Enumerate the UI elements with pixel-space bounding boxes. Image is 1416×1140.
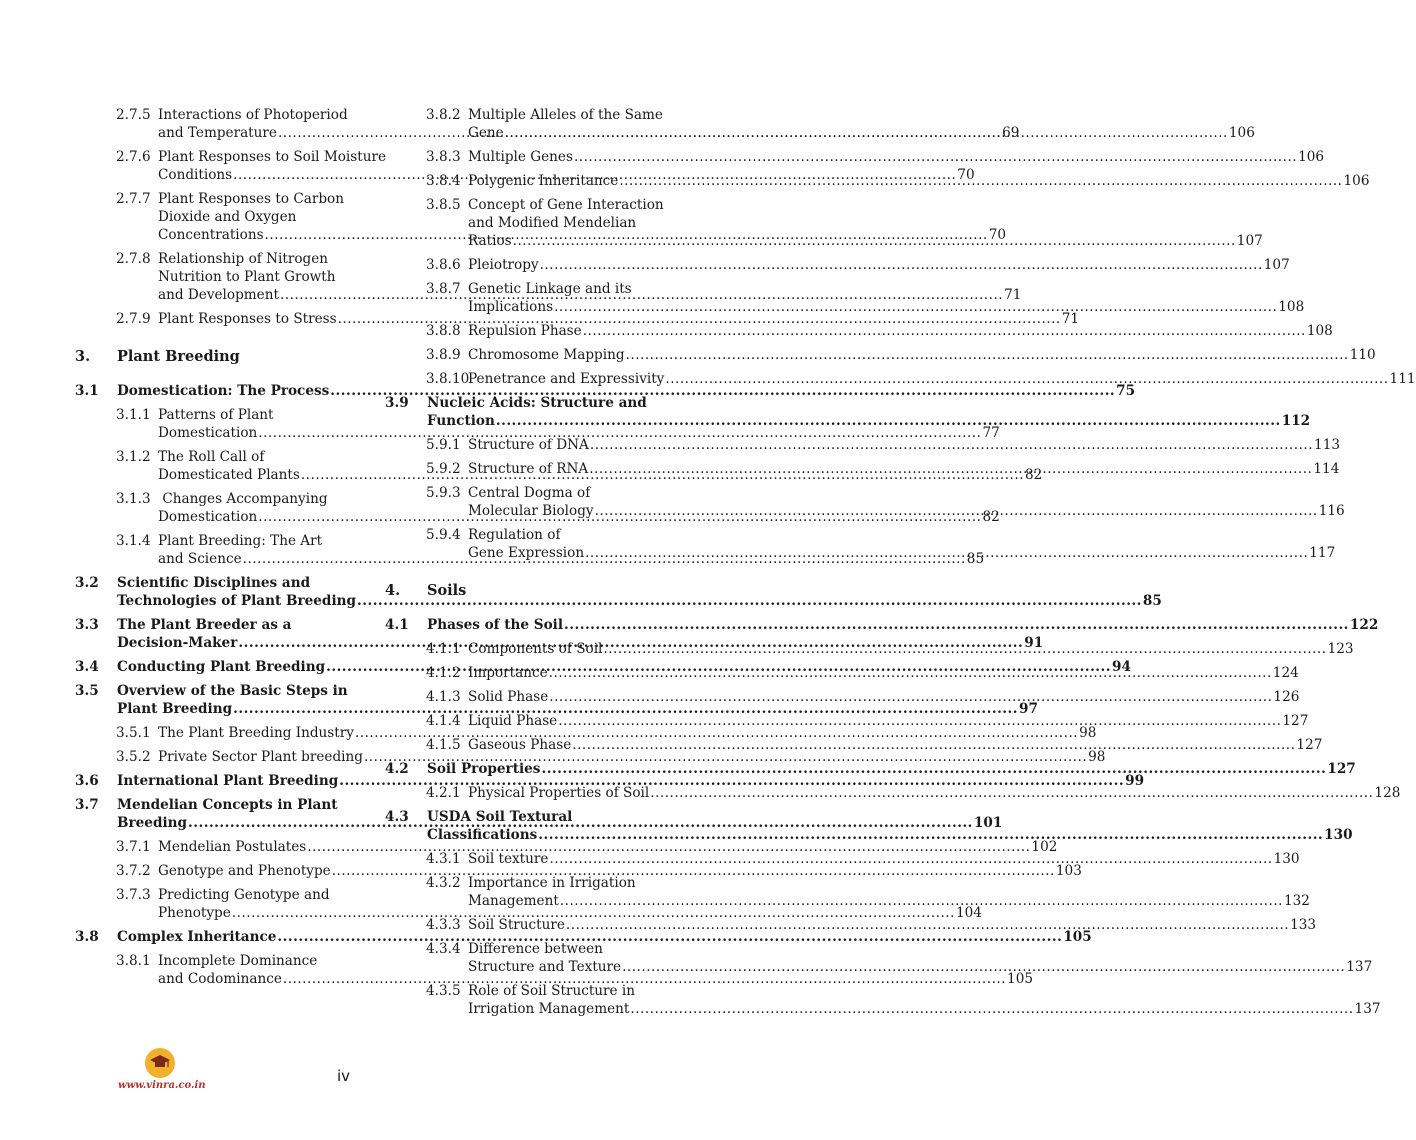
dot-leader (549, 688, 1272, 706)
toc-page-number: 106 (1298, 149, 1325, 165)
toc-entry-title: Gene (468, 125, 504, 141)
toc-entry-title: and Development (158, 287, 279, 303)
toc-entry[interactable] (426, 436, 1340, 454)
toc-entry-title: Mendelian Postulates (158, 839, 307, 855)
toc-entry-title: Genetic Linkage and its (468, 281, 632, 297)
toc-page-number: 105 (1007, 971, 1033, 987)
toc-entry-title: Scientific Disciplines and (117, 575, 311, 591)
toc-entry-number: 3.3 (75, 617, 99, 633)
toc-entry-title: Nucleic Acids: Structure and (427, 395, 647, 411)
toc-entry-title: Solid Phase (468, 689, 549, 705)
toc-entry[interactable] (75, 772, 1145, 790)
toc-entry-number: 4.1.2 (426, 665, 461, 681)
toc-entry-title: and Modified Mendelian (468, 215, 637, 231)
toc-page-number: 94 (1112, 659, 1131, 675)
dot-leader (622, 958, 1345, 976)
toc-entry-number: 3.4 (75, 659, 99, 675)
toc-entry-number: 5.9.1 (426, 437, 461, 453)
toc-entry-title: Concept of Gene Interaction (468, 197, 664, 213)
toc-entry-title: Gaseous Phase (468, 737, 572, 753)
dot-leader (590, 436, 1313, 454)
dot-leader (549, 664, 1272, 682)
toc-entry-title: Overview of the Basic Steps in (117, 683, 348, 699)
toc-entry[interactable] (426, 874, 1310, 910)
toc-page-number: 130 (1273, 851, 1300, 867)
toc-page-number: 85 (966, 551, 985, 567)
toc-entry[interactable] (385, 616, 1379, 634)
toc-entry-title: The Roll Call of (158, 449, 265, 465)
toc-page-number: 75 (1116, 383, 1136, 399)
toc-entry-title: Decision-Maker (117, 635, 238, 651)
toc-entry-number: 4.1.4 (426, 713, 461, 729)
toc-entry-title: and Codominance (158, 971, 282, 987)
toc-entry-title: and Temperature (158, 125, 277, 141)
toc-page-number: 70 (988, 227, 1007, 243)
toc-entry-title: Dioxide and Oxygen (158, 209, 297, 225)
toc-page-number: 107 (1236, 233, 1263, 249)
dot-leader (665, 370, 1388, 388)
toc-entry-title: Plant Responses to Carbon (158, 191, 344, 207)
toc-page-number: 101 (973, 815, 1003, 831)
toc-entry-title: Genotype and Phenotype (158, 863, 331, 879)
toc-entry-number: 3.1.3 (116, 491, 151, 507)
toc-page-number: 85 (1142, 593, 1162, 609)
toc-entry-title: and Science (158, 551, 242, 567)
toc-entry-number: 5.9.3 (426, 485, 461, 501)
toc-page-number: 107 (1263, 257, 1290, 273)
toc-entry[interactable] (426, 370, 1416, 388)
toc-entry[interactable] (426, 346, 1376, 364)
dot-leader (554, 298, 1277, 316)
toc-entry[interactable] (116, 748, 1106, 766)
dot-leader (572, 736, 1295, 754)
toc-page-number: 116 (1318, 503, 1345, 519)
toc-page-number: 71 (1004, 287, 1022, 303)
toc-entry-number: 3.6 (75, 773, 99, 789)
toc-entry-number: 4.1.1 (426, 641, 461, 657)
toc-entry-number: 4.3.1 (426, 851, 461, 867)
toc-entry-title: Interactions of Photoperiod (158, 107, 348, 123)
toc-entry[interactable] (116, 310, 1080, 328)
dot-leader (496, 412, 1281, 430)
toc-entry-title: Structure and Texture (468, 959, 622, 975)
toc-page-number: 114 (1313, 461, 1340, 477)
toc-entry-title: Conditions (158, 167, 233, 183)
toc-page-number: 82 (982, 509, 1000, 525)
toc-entry-number: 3.8.9 (426, 347, 461, 363)
toc-page-number: 91 (1024, 635, 1044, 651)
toc-entry-number: 3.8.5 (426, 197, 461, 213)
toc-entry[interactable] (385, 394, 1311, 430)
dot-leader (626, 346, 1349, 364)
toc-entry-title: Role of Soil Structure in (468, 983, 636, 999)
dot-leader (619, 172, 1342, 190)
toc-entry-title: Molecular Biology (468, 503, 594, 519)
toc-entry[interactable] (75, 382, 1136, 400)
dot-leader (540, 256, 1263, 274)
toc-entry[interactable] (116, 862, 1082, 880)
toc-entry-number: 4.3.4 (426, 941, 461, 957)
dot-leader (549, 850, 1272, 868)
toc-entry-title: Irrigation Management (468, 1001, 630, 1017)
toc-entry-title: Breeding (117, 815, 188, 831)
toc-page-number: 70 (957, 167, 975, 183)
toc-page-number: 106 (1343, 173, 1370, 189)
dot-leader (513, 232, 1236, 250)
toc-entry-title: Soil Properties (427, 761, 541, 777)
toc-entry-title: Plant Breeding: The Art (158, 533, 323, 549)
toc-entry-title: Chromosome Mapping (468, 347, 625, 363)
toc-page-number: 106 (1228, 125, 1255, 141)
toc-entry[interactable] (426, 322, 1333, 340)
toc-entry[interactable] (116, 838, 1058, 856)
toc-entry-number: 4.3.2 (426, 875, 461, 891)
toc-entry-title: Soil Structure (468, 917, 565, 933)
toc-page-number: 98 (1079, 725, 1097, 741)
toc-page-number: 110 (1349, 347, 1376, 363)
toc-page-number: 108 (1306, 323, 1333, 339)
toc-entry-title: Domestication (158, 509, 258, 525)
toc-entry-number: 5.9.4 (426, 527, 461, 543)
toc-page-number: 137 (1354, 1001, 1381, 1017)
toc-entry-title: Changes Accompanying (158, 491, 328, 507)
toc-entry-title: Polygenic Inheritance (468, 173, 619, 189)
toc-entry-title: Concentrations (158, 227, 264, 243)
toc-entry-number: 3.5.2 (116, 749, 151, 765)
toc-page-number: 97 (1019, 701, 1038, 717)
toc-entry[interactable] (75, 928, 1092, 946)
toc-entry-number: 3.8.7 (426, 281, 461, 297)
toc-entry-title: Structure of DNA (468, 437, 589, 453)
toc-entry-title: Penetrance and Expressivity (468, 371, 665, 387)
toc-entry-title: Domesticated Plants (158, 467, 300, 483)
toc-entry-title: The Plant Breeder as a (117, 617, 292, 633)
toc-page-number: 117 (1309, 545, 1336, 561)
toc-entry-number: 3.7 (75, 797, 99, 813)
toc-entry-title: Components of Soil (468, 641, 603, 657)
toc-entry-number: 4.2.1 (426, 785, 461, 801)
toc-entry-title: Domestication (158, 425, 258, 441)
toc-entry-title: Phenotype (158, 905, 231, 921)
toc-entry[interactable] (385, 760, 1356, 778)
dot-leader (538, 826, 1323, 844)
toc-page-number: 124 (1272, 665, 1299, 681)
dot-leader (541, 760, 1326, 778)
toc-entry-number: 4.3.5 (426, 983, 461, 999)
toc-entry-title: Complex Inheritance (117, 929, 277, 945)
toc-entry-title: Phases of the Soil (427, 617, 564, 633)
toc-entry-title: Management (468, 893, 559, 909)
toc-page-number: 127 (1327, 761, 1356, 777)
toc-entry-number: 3.2 (75, 575, 99, 591)
chapter-number: 4. (385, 582, 401, 599)
dot-leader (589, 460, 1312, 478)
toc-entry-title: Pleiotropy (468, 257, 539, 273)
toc-entry-number: 3.1.4 (116, 533, 151, 549)
toc-entry-number: 3.8.6 (426, 257, 461, 273)
toc-entry-title: Gene Expression (468, 545, 585, 561)
toc-entry-title: Liquid Phase (468, 713, 558, 729)
toc-page-number: 112 (1281, 413, 1311, 429)
toc-entry-title: Patterns of Plant (158, 407, 274, 423)
toc-entry[interactable] (426, 940, 1373, 976)
publisher-url[interactable]: www.vinra.co.in (118, 1080, 206, 1091)
toc-entry-number: 3.8.3 (426, 149, 461, 165)
dot-leader (630, 1000, 1353, 1018)
toc-entry-number: 4.3 (385, 809, 409, 825)
toc-entry-number: 3.1.2 (116, 449, 151, 465)
chapter-title[interactable]: Plant Breeding (117, 348, 240, 365)
dot-leader (564, 616, 1349, 634)
toc-entry-number: 4.1 (385, 617, 409, 633)
toc-entry-title: Function (427, 413, 495, 429)
toc-entry-title: USDA Soil Textural (427, 809, 573, 825)
page-number: iv (337, 1067, 351, 1085)
toc-entry-title: Plant Breeding (117, 701, 233, 717)
toc-entry-number: 2.7.6 (116, 149, 151, 165)
toc-page-number: 104 (955, 905, 982, 921)
toc-entry-title: Plant Responses to Soil Moisture (158, 149, 387, 165)
dot-leader (583, 322, 1306, 340)
toc-entry-title: Incomplete Dominance (158, 953, 318, 969)
toc-page-number: 127 (1282, 713, 1309, 729)
toc-page-number: 132 (1283, 893, 1310, 909)
toc-entry[interactable] (426, 784, 1401, 802)
toc-entry-title: Classifications (427, 827, 538, 843)
toc-page-number: 128 (1374, 785, 1401, 801)
toc-page-number: 98 (1088, 749, 1106, 765)
toc-entry-title: Repulsion Phase (468, 323, 582, 339)
dot-leader (566, 916, 1289, 934)
toc-entry[interactable] (116, 724, 1097, 742)
publisher-logo-icon (145, 1048, 175, 1078)
toc-entry-title: Multiple Alleles of the Same (468, 107, 663, 123)
toc-entry[interactable] (426, 712, 1309, 730)
toc-entry-number: 3.1 (75, 383, 99, 399)
toc-page-number: 71 (1061, 311, 1080, 327)
toc-page-number: 77 (982, 425, 1000, 441)
toc-entry-title: Difference between (468, 941, 603, 957)
toc-entry-number: 3.8 (75, 929, 99, 945)
toc-page-number: 133 (1290, 917, 1317, 933)
toc-entry[interactable] (426, 916, 1317, 934)
toc-page-number: 130 (1324, 827, 1353, 843)
toc-entry-title: International Plant Breeding (117, 773, 339, 789)
toc-entry-number: 3.5.1 (116, 725, 151, 741)
dot-leader (560, 892, 1283, 910)
toc-entry-number: 4.1.3 (426, 689, 461, 705)
toc-entry-number: 3.8.4 (426, 173, 461, 189)
toc-page-number: 69 (1002, 125, 1020, 141)
toc-entry-number: 5.9.2 (426, 461, 461, 477)
toc-page-number: 122 (1349, 617, 1379, 633)
toc-entry-title: Nutrition to Plant Growth (158, 269, 336, 285)
toc-entry-number: 3.9 (385, 395, 409, 411)
toc-page-number: 113 (1314, 437, 1340, 453)
toc-entry-number: 3.7.1 (116, 839, 151, 855)
toc-page-number: 111 (1389, 371, 1416, 387)
toc-entry-title: Predicting Genotype and (158, 887, 330, 903)
toc-entry-number: 3.7.2 (116, 863, 151, 879)
dot-leader (595, 502, 1318, 520)
toc-page-number: 103 (1055, 863, 1082, 879)
toc-entry[interactable] (426, 736, 1323, 754)
toc-entry-title: Structure of RNA (468, 461, 589, 477)
toc-entry-number: 3.8.8 (426, 323, 461, 339)
toc-entry-title: Mendelian Concepts in Plant (117, 797, 338, 813)
toc-entry-title: Soil texture (468, 851, 549, 867)
toc-entry-title: Implications (468, 299, 554, 315)
toc-entry-number: 2.7.8 (116, 251, 151, 267)
toc-page-number: 105 (1063, 929, 1092, 945)
toc-entry-title: Physical Properties of Soil (468, 785, 650, 801)
toc-entry[interactable] (426, 148, 1325, 166)
toc-entry-number: 3.7.3 (116, 887, 151, 903)
toc-entry-title: Multiple Genes (468, 149, 573, 165)
toc-page-number: 99 (1125, 773, 1145, 789)
dot-leader (603, 640, 1326, 658)
toc-entry-number: 4.2 (385, 761, 409, 777)
toc-entry-number: 4.1.5 (426, 737, 461, 753)
toc-page-number: 137 (1346, 959, 1373, 975)
chapter-title[interactable]: Soils (427, 582, 467, 599)
dot-leader (505, 124, 1228, 142)
toc-entry-title: Importance (468, 665, 548, 681)
toc-entry-title: Technologies of Plant Breeding (117, 593, 356, 609)
toc-entry[interactable] (426, 850, 1300, 868)
toc-entry-title: Ratios (468, 233, 512, 249)
toc-entry-number: 2.7.5 (116, 107, 151, 123)
toc-entry[interactable] (426, 688, 1300, 706)
toc-entry[interactable] (426, 982, 1381, 1018)
chapter-number: 3. (75, 348, 91, 365)
toc-entry-number: 2.7.7 (116, 191, 151, 207)
toc-page-number: 127 (1296, 737, 1323, 753)
toc-entry-number: 3.8.10 (426, 371, 470, 387)
dot-leader (357, 592, 1142, 610)
toc-entry-title: Central Dogma of (468, 485, 591, 501)
toc-entry-number: 3.8.1 (116, 953, 151, 969)
toc-entry-title: Importance in Irrigation (468, 875, 636, 891)
toc-page-number: 126 (1273, 689, 1300, 705)
toc-entry-title: The Plant Breeding Industry (158, 725, 354, 741)
toc-page-number: 82 (1025, 467, 1043, 483)
toc-entry[interactable] (426, 256, 1290, 274)
dot-leader (574, 148, 1297, 166)
dot-leader (650, 784, 1373, 802)
toc-entry-number: 3.8.2 (426, 107, 461, 123)
toc-entry-number: 3.1.1 (116, 407, 151, 423)
toc-entry-title: Private Sector Plant breeding (158, 749, 363, 765)
toc-page-number: 123 (1327, 641, 1354, 657)
toc-page-number: 102 (1031, 839, 1058, 855)
dot-leader (558, 712, 1281, 730)
toc-entry-number: 3.5 (75, 683, 99, 699)
dot-leader (585, 544, 1308, 562)
toc-entry-title: Plant Responses to Stress (158, 311, 337, 327)
toc-entry-number: 4.3.3 (426, 917, 461, 933)
toc-entry-number: 2.7.9 (116, 311, 151, 327)
toc-entry-title: Relationship of Nitrogen (158, 251, 329, 267)
toc-entry-title: Domestication: The Process (117, 383, 330, 399)
toc-entry-title: Conducting Plant Breeding (117, 659, 326, 675)
toc-entry-title: Regulation of (468, 527, 561, 543)
toc-page-number: 108 (1278, 299, 1305, 315)
